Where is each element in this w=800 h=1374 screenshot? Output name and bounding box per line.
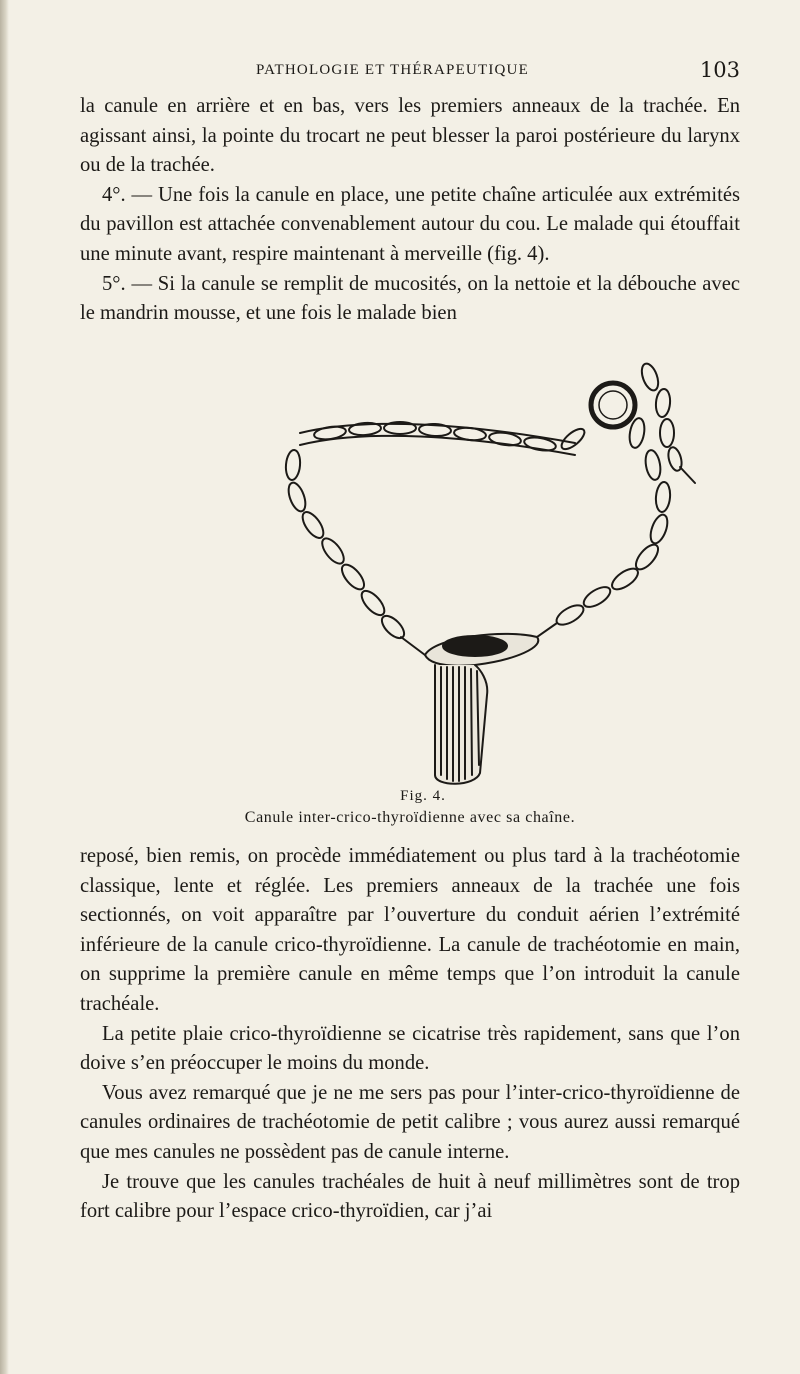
page-header <box>80 58 740 84</box>
chain-hanging-end <box>639 361 695 483</box>
cannula-tube <box>435 665 487 784</box>
paragraph: La petite plaie crico-thyroïdienne se cicatrise très rapidement, sans que l’on doive s’en préoccuper le moins du monde. <box>80 1022 740 1075</box>
paragraph: la canule en arrière et en bas, vers les premiers anneaux de la trachée. En agissant ainsi, la pointe du trocart ne peut blesser la paroi postérieure du larynx ou de la trachée. <box>80 95 740 177</box>
running-head: PATHOLOGIE ET THÉRAPEUTIQUE <box>256 62 529 78</box>
page-number: 103 <box>699 58 740 82</box>
figure-illustration <box>275 355 705 790</box>
figure-caption <box>80 788 740 827</box>
paragraph: Vous avez remarqué que je ne me sers pas pour l’inter-crico-thyroïdienne de canules ordinaires de trachéotomie de petit calibre ; vous aurez aussi remarqué que mes canules ne possèdent pas de canule interne. <box>80 1081 740 1163</box>
figure-label: Fig. 4. <box>400 788 446 804</box>
chain-ring <box>591 383 635 427</box>
paragraph: 4°. — Une fois la canule en place, une petite chaîne articulée aux extrémités du pavillon est attachée convenablement autour du cou. Le malade qui étouffait une minute avant, respire maintenant à merveille (fig. 4). <box>80 183 740 265</box>
text-block-bottom <box>80 842 740 1227</box>
chain-right-side <box>537 417 671 637</box>
figure-caption-text: Canule inter-crico-thyroïdienne avec sa chaîne. <box>244 809 576 826</box>
cannula-chain-illustration <box>275 355 705 790</box>
text-block-top <box>80 92 740 329</box>
book-spine-shadow <box>0 0 9 1374</box>
chain-top-bar <box>300 422 588 455</box>
paragraph: Je trouve que les canules trachéales de huit à neuf millimètres sont de trop fort calibre pour l’espace crico-thyroïdien, car j’ai <box>80 1170 740 1223</box>
chain-left-side <box>285 449 425 655</box>
paragraph: reposé, bien remis, on procède immédiatement ou plus tard à la trachéotomie classique, lente et réglée. Les premiers anneaux de la trachée une fois sectionnés, on voit apparaître par l’ouverture du conduit aérien l’extrémité inférieure de la canule crico-thyroïdienne. La canule de trachéotomie en main, on supprime la première canule en même temps que l’on introduit la canule trachéale. <box>80 845 740 1015</box>
cannula-plate <box>425 634 538 666</box>
paragraph: 5°. — Si la canule se remplit de mucosités, on la nettoie et la débouche avec le mandrin mousse, et une fois le malade bien <box>80 272 740 325</box>
